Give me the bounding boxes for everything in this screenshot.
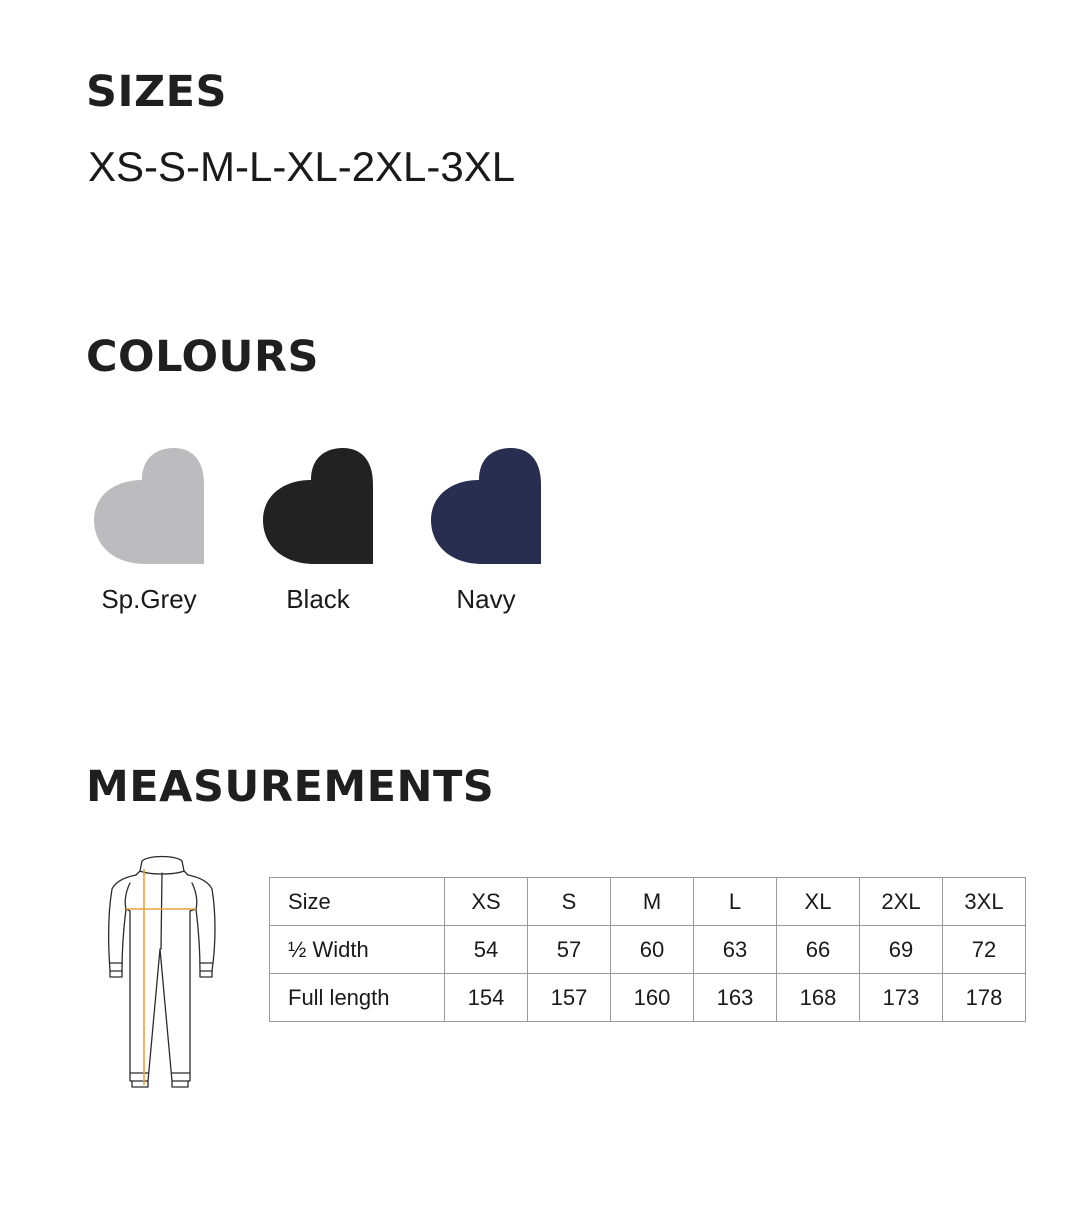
colour-swatch-sp-grey[interactable] (84, 448, 214, 615)
swatch-label: Black (286, 584, 350, 614)
table-header-cell: 2XL (860, 878, 943, 926)
swatch-heart-shape (94, 448, 204, 564)
table-row-label: Full length (270, 974, 445, 1022)
measurements-heading: MEASUREMENTS (86, 762, 495, 812)
table-cell: 160 (611, 974, 694, 1022)
swatch-label: Sp.Grey (101, 584, 197, 614)
table-row-label: ½ Width (270, 926, 445, 974)
table-cell: 154 (445, 974, 528, 1022)
swatch-heart-shape (263, 448, 373, 564)
swatch-heart-shape (431, 448, 541, 564)
table-cell: 157 (528, 974, 611, 1022)
table-cell: 60 (611, 926, 694, 974)
heart-icon (429, 448, 543, 564)
table-cell: 54 (445, 926, 528, 974)
size-range: XS-S-M-L-XL-2XL-3XL (88, 143, 516, 190)
table-cell: 178 (943, 974, 1026, 1022)
table-header-cell: M (611, 878, 694, 926)
table-cell: 66 (777, 926, 860, 974)
table-cell: 57 (528, 926, 611, 974)
table-row (270, 974, 1026, 1022)
table-header-cell: 3XL (943, 878, 1026, 926)
colour-swatch-black[interactable] (253, 448, 383, 615)
table-cell: 69 (860, 926, 943, 974)
table-header-cell: XS (445, 878, 528, 926)
heart-icon (261, 448, 375, 564)
table-row (270, 926, 1026, 974)
table-header-cell: S (528, 878, 611, 926)
table-cell: 63 (694, 926, 777, 974)
colours-heading: COLOURS (86, 332, 320, 382)
table-cell: 168 (777, 974, 860, 1022)
table-cell: 163 (694, 974, 777, 1022)
table-header-cell: L (694, 878, 777, 926)
heart-icon (92, 448, 206, 564)
table-header-cell: XL (777, 878, 860, 926)
table-cell: 173 (860, 974, 943, 1022)
table-header-label: Size (270, 878, 445, 926)
table-cell: 72 (943, 926, 1026, 974)
colour-swatch-navy[interactable] (421, 448, 551, 615)
swatch-label: Navy (456, 584, 516, 614)
table-header-row (270, 878, 1026, 926)
coverall-outline-icon (104, 853, 220, 1089)
sizes-heading: SIZES (86, 67, 227, 117)
size-chart-table (269, 877, 1026, 1022)
